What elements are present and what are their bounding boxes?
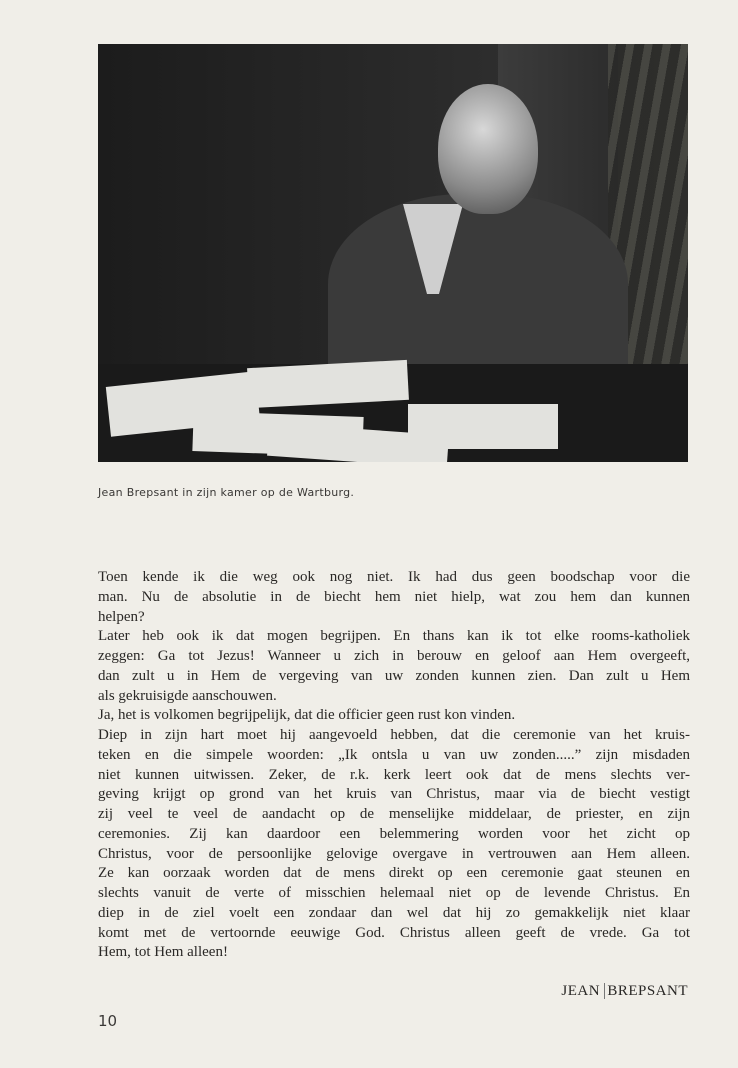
text-line: teken en die simpele woorden: „Ik ontsla u van uw zonden.....” zijn misdaden [98, 746, 690, 763]
text-line: Diep in zijn hart moet hij aangevoeld hebben, dat die ceremonie van het kruis- [98, 727, 690, 743]
text-line: niet kunnen uitwissen. Zeker, de r.k. kerk leert ook dat de mens slechts ver- [98, 766, 690, 783]
text-line: Ja, het is volkomen begrijpelijk, dat die officier geen rust kon vinden. [98, 707, 516, 724]
text-line: Later heb ook ik dat mogen begrijpen. En thans kan ik tot elke rooms-katholiek [98, 628, 690, 645]
text-line: ceremonies. Zij kan daardoor een belemmering worden voor het zicht op [98, 825, 690, 842]
text-line: dan zult u in Hem de vergeving van uw zonden kunnen zien. Dan zult u Hem [98, 667, 690, 684]
text-line: komt met de vertoornde eeuwige God. Christus alleen geeft de vrede. Ga tot [98, 924, 690, 941]
photo-caption: Jean Brepsant in zijn kamer op de Wartburg. [98, 486, 355, 499]
text-line: diep in de ziel voelt een zondaar dan wel dat hij zo gemakkelijk niet klaar [98, 904, 690, 921]
page-number: 10 [98, 1012, 118, 1030]
text-line: helpen? [98, 608, 145, 625]
signature [561, 983, 688, 1000]
body-text [98, 568, 690, 963]
text-line: man. Nu de absolutie in de biecht hem niet hielp, wat zou hem dan kunnen [98, 588, 690, 605]
photo-paper [247, 360, 409, 408]
text-line: Christus, voor de persoonlijke gelovige overgave in vertrouwen aan Hem alleen. [98, 845, 690, 862]
text-line: zeggen: Ga tot Jezus! Wanneer u zich in berouw en geloof aan Hem overgeeft, [98, 648, 690, 664]
text-line: Hem, tot Hem alleen! [98, 944, 228, 961]
signature-last-name: BREPSANT [604, 983, 688, 999]
text-line: Toen kende ik die weg ook nog niet. Ik had dus geen boodschap voor die [98, 569, 690, 585]
text-line: Ze kan oorzaak worden dat de mens direkt op een ceremonie gaat steunen en [98, 865, 690, 882]
signature-first-name: JEAN [561, 983, 601, 999]
text-line: als gekruisigde aanschouwen. [98, 687, 277, 704]
photograph-man-at-desk [98, 44, 688, 462]
text-line: zij veel te veel de aandacht op de menselijke middelaar, de priester, en zijn [98, 806, 690, 822]
text-line: geving krijgt op grond van het kruis van Christus, maar via de biecht vestigt [98, 786, 690, 803]
text-line: slechts vanuit de verte of misschien helemaal niet op de levende Christus. En [98, 885, 690, 901]
photo-man-head [438, 84, 538, 214]
